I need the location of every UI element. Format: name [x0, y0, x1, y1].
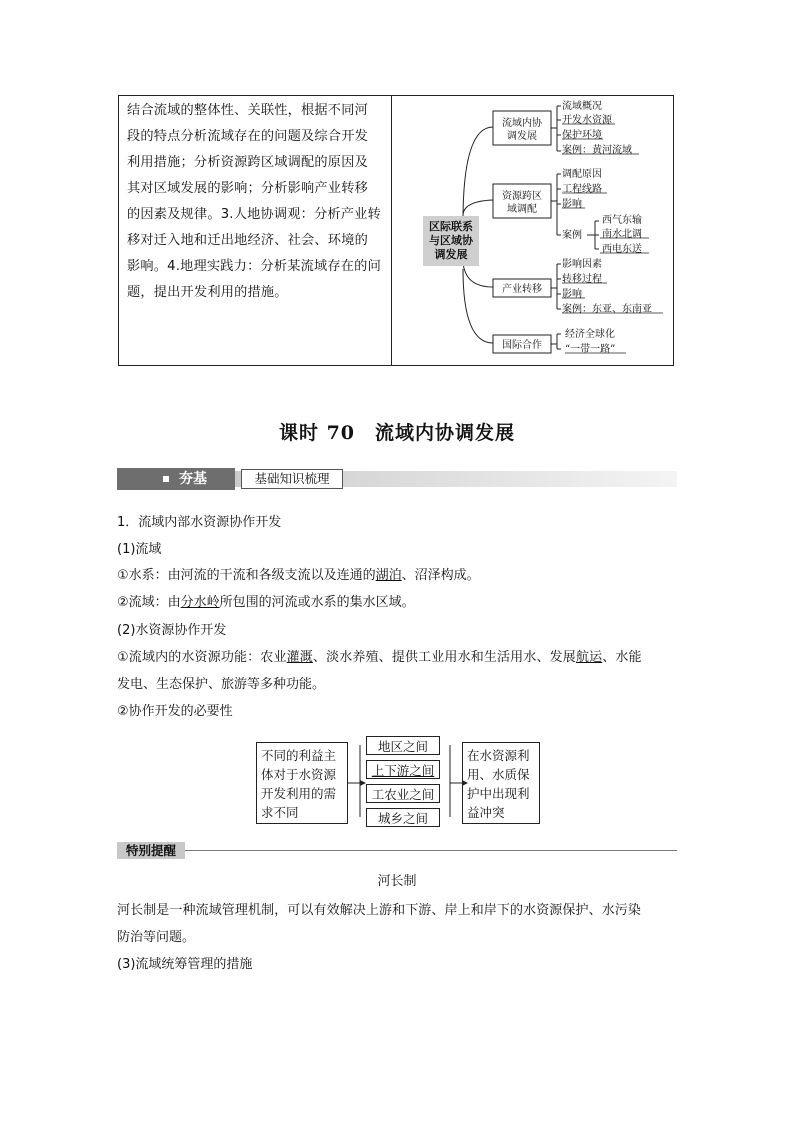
tip-rule	[185, 850, 677, 851]
fill-answer: 分水岭	[180, 595, 220, 610]
mm-branch-label: 域调配	[507, 204, 537, 215]
mm-leaf: 案例：黄河流域	[562, 145, 632, 156]
mind-map	[393, 96, 673, 365]
objectives-text	[127, 98, 387, 306]
mm-leaf: 影响因素	[562, 259, 602, 270]
text-span: ①水系：由河流的干流和各级支流以及连通的	[117, 568, 376, 583]
subheading: (3)流域统筹管理的措施	[117, 957, 253, 972]
flow-text: 求不同	[261, 805, 299, 820]
banner-sub-label: 基础知识梳理	[241, 469, 343, 489]
objective-line: 段的特点分析流域存在的问题及综合开发	[127, 129, 368, 144]
mm-leaf: 保护环境	[562, 130, 602, 141]
text-span: 所包围的河流或水系的集水区域。	[219, 595, 415, 610]
objective-line: 利用措施；分析资源跨区域调配的原因及	[127, 155, 368, 170]
mm-leaf: 开发水资源	[562, 115, 612, 126]
text-line: ②协作开发的必要性	[117, 704, 233, 719]
mm-leaf: “一带一路”	[565, 344, 616, 355]
flow-mid-box: 城乡之间	[366, 808, 440, 827]
fill-answer: 湖泊	[375, 568, 402, 583]
flow-text: 不同的利益主	[261, 748, 337, 763]
text-line: 防治等问题。	[117, 930, 196, 945]
text-span: 、淡水养殖、提供工业用水和生活用水、发展	[312, 650, 576, 665]
flow-mid-box: 工农业之间	[366, 784, 440, 803]
fill-answer: 航运	[575, 650, 603, 665]
text-line: 发电、生态保护、旅游等多种功能。	[117, 677, 326, 692]
mm-branch-label: 产业转移	[502, 284, 542, 295]
tip-tag: 特别提醒	[117, 842, 185, 859]
mm-center-text: 区际联系	[429, 220, 473, 233]
mm-connector	[463, 200, 493, 214]
text-line	[117, 649, 642, 667]
section-banner	[117, 468, 677, 490]
subheading: (1)流域	[117, 542, 162, 557]
mm-branch-label: 资源跨区	[502, 191, 542, 202]
flow-mid-box: 地区之间	[366, 736, 440, 755]
text-line	[117, 594, 415, 612]
flow-text: 体对于水资源	[261, 767, 337, 782]
flow-left-box	[256, 742, 348, 824]
flow-right-box	[462, 742, 540, 824]
mm-branch-label: 国际合作	[502, 340, 542, 351]
text-span: 、水能	[602, 650, 642, 665]
mm-leaf: 转移过程	[562, 274, 602, 285]
flow-text: 开发利用的需	[261, 786, 337, 801]
lesson-title: 课时 70 流域内协调发展	[278, 422, 516, 444]
mm-leaf: 经济全球化	[565, 329, 615, 340]
objective-line: 移对迁入地和迁出地经济、社会、环境的	[127, 233, 368, 248]
mm-leaf: 案例	[562, 230, 582, 241]
fill-answer: 灌溉	[286, 650, 313, 665]
mm-branch-label: 调发展	[507, 131, 537, 142]
mm-case: 西气东输	[602, 215, 642, 226]
mm-leaf: 影响	[562, 289, 582, 300]
mm-leaf: 案例：东亚、东南亚	[562, 304, 652, 315]
objectives-table	[118, 95, 674, 366]
section-heading: 1．流域内部水资源协作开发	[117, 515, 282, 530]
objective-line: 影响。4.地理实践力：分析某流域存在的问	[127, 259, 381, 274]
flow-text: 在水资源利	[467, 748, 530, 763]
text-span: ②流域：由	[117, 595, 181, 610]
flow-text: 益冲突	[467, 805, 505, 820]
mm-connector	[463, 269, 493, 343]
banner-dark-block	[117, 468, 235, 490]
banner-main-label: 夯基	[179, 471, 207, 487]
text-span: ①流域内的水资源功能：农业	[117, 650, 287, 665]
tip-title: 河长制	[377, 874, 417, 889]
subheading: (2)水资源协作开发	[117, 623, 227, 638]
objective-line: 的因素及规律。3.人地协调观：分析产业转	[127, 207, 381, 222]
objective-line: 结合流域的整体性、关联性，根据不同河	[127, 103, 368, 118]
flow-text: 用、水质保	[467, 767, 530, 782]
mm-center-text: 调发展	[434, 248, 468, 261]
text-line	[117, 567, 480, 585]
special-tip-header	[117, 842, 677, 860]
square-bullet-icon	[163, 476, 169, 482]
flow-text: 护中出现利	[467, 786, 530, 801]
mm-center-text: 与区域协	[429, 234, 473, 247]
text-line: 河长制是一种流域管理机制，可以有效解决上游和下游、岸上和岸下的水资源保护、水污染	[117, 903, 642, 918]
mm-branch-label: 流域内协	[502, 118, 542, 129]
table-divider	[391, 96, 392, 365]
necessity-flowchart	[256, 736, 540, 826]
text-span: 、沼泽构成。	[401, 568, 480, 583]
mm-leaf: 工程线路	[562, 184, 602, 195]
mm-leaf: 影响	[562, 199, 582, 210]
objective-line: 题，提出开发利用的措施。	[127, 285, 288, 300]
flow-mid-box: 上下游之间	[366, 760, 440, 779]
mm-leaf: 流域概况	[562, 101, 602, 112]
objective-line: 其对区域发展的影响；分析影响产业转移	[127, 181, 368, 196]
mm-case: 西电东送	[602, 244, 642, 255]
mm-case: 南水北调	[602, 229, 642, 240]
mm-leaf: 调配原因	[562, 169, 602, 180]
